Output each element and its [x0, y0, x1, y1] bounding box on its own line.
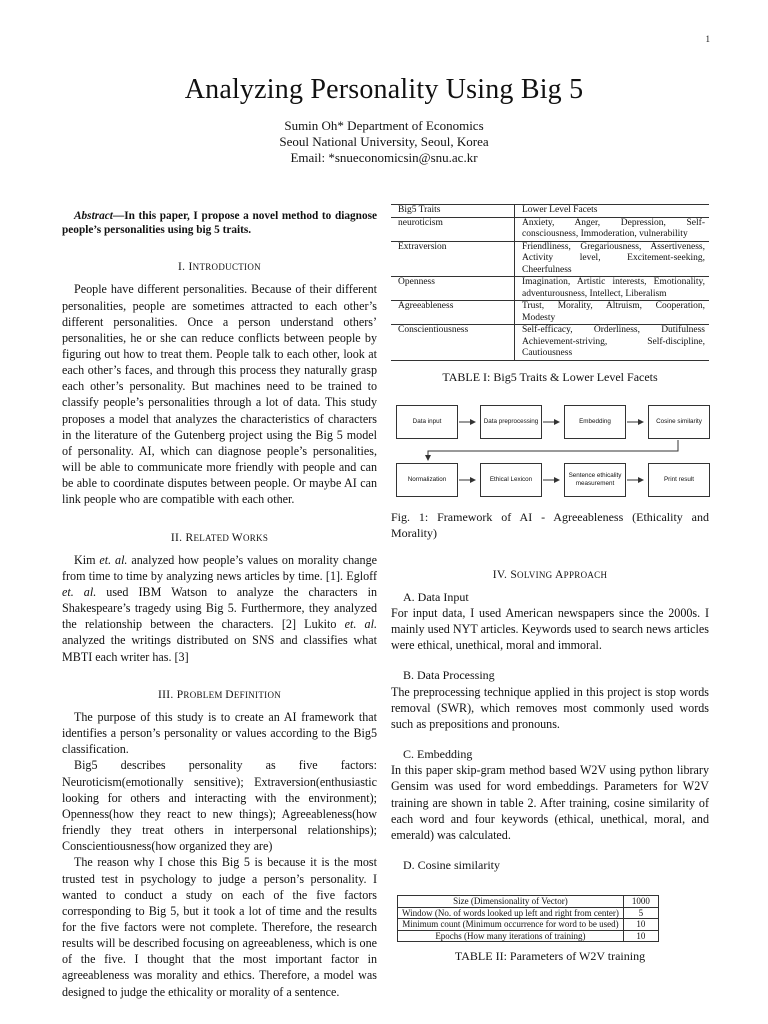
value-cell: 5 [623, 907, 658, 919]
left-column [62, 210, 377, 1000]
table-row [398, 919, 659, 931]
flow-box-sentence-ethicality: Sentence ethicality measurement [564, 463, 626, 497]
flow-box-data-input: Data input [396, 405, 458, 439]
table-row [391, 277, 709, 301]
flow-box-cosine-similarity: Cosine similarity [648, 405, 710, 439]
facets-cell: Imagination, Artistic interests, Emotionality, adventurousness, Intellect, Liberalism [515, 277, 710, 301]
data-processing-paragraph: The preprocessing technique applied in this project is stop words removal (SWR), which removes most commonly used words such as prepositions and pronouns. [391, 684, 709, 731]
trait-cell: Conscientiousness [391, 325, 515, 361]
abstract-text: —In this paper, I propose a novel method to diagnose people’s personalities using big 5 traits. [62, 210, 377, 236]
section-heading-related-works: II. RELATED WORKS [170, 531, 269, 544]
abstract [62, 210, 377, 237]
section-heading-solving-approach: IV. SOLVING APPROACH [492, 568, 608, 581]
table-row [391, 241, 709, 277]
table-header-row [391, 205, 709, 218]
flow-box-ethical-lexicon: Ethical Lexicon [480, 463, 542, 497]
param-cell: Epochs (How many iterations of training) [398, 930, 624, 942]
table-row [391, 325, 709, 361]
trait-cell: Openness [391, 277, 515, 301]
trait-cell: neuroticism [391, 217, 515, 241]
abstract-label: Abstract [74, 210, 113, 222]
param-cell: Minimum count (Minimum occurrence for word to be used) [398, 919, 624, 931]
figure1-caption: Fig. 1: Framework of AI - Agreeableness (Ethicality and Morality) [391, 509, 709, 540]
related-works-paragraph: Kim et. al. analyzed how people’s values on morality change from time to time by analyzing news articles by time. [1]. Egloff et. al. used IBM Watson to analyze the characters in Shakespeare’s tragedy using Big 5. Furthermore, they analyzed the relationship between the characters. [2] Lukito et. al. analyzed the writings distributed on SNS and classifies what MBTI each writer has. [3] [62, 552, 377, 664]
flow-box-embedding: Embedding [564, 405, 626, 439]
table2-caption: TABLE II: Parameters of W2V training [454, 949, 646, 964]
value-cell: 10 [623, 930, 658, 942]
problem-paragraph-3: The reason why I chose this Big 5 is because it is the most trusted test in psychology to judge a person’s personality. I wanted to conduct a study on each of the five factors corresponding to Big 5, but it took a lot of time and the results for the five factors were not complete. Therefore, the research results will be described focusing on agreeableness, which is one of the five. I thought that the most important factor in agreeableness was morality and ethics. Therefore, a model was designed to judge the ethicality or morality of a sentence. [62, 855, 377, 999]
facets-cell: Friendliness, Gregariousness, Assertiveness, Activity level, Excitement-seeking, Cheerfulness [515, 241, 710, 277]
problem-paragraph-1: The purpose of this study is to create an AI framework that identifies a person’s personality or values according to the Big5 classification. [62, 709, 377, 757]
flow-box-data-preprocessing: Data preprocessing [480, 405, 542, 439]
table-header-cell: Big5 Traits [391, 205, 515, 218]
facets-cell: Trust, Morality, Altruism, Cooperation, Modesty [515, 301, 710, 325]
subsection-title-data-processing: B. Data Processing [403, 668, 495, 683]
section-heading-problem-definition: III. PROBLEM DEFINITION [157, 688, 282, 701]
table-row [398, 896, 659, 908]
author-name-affiliation: Sumin Oh* Department of Economics [284, 118, 484, 133]
facets-cell: Self-efficacy, Orderliness, Dutifulness Achievement-striving, Self-discipline, Cautiousness [515, 325, 710, 361]
table-row [391, 217, 709, 241]
facets-cell: Anxiety, Anger, Depression, Self-consciousness, Immoderation, vulnerability [515, 217, 710, 241]
right-column [391, 204, 709, 964]
framework-figure [391, 403, 709, 503]
table-row [398, 930, 659, 942]
author-email: Email: *snueconomicsin@snu.ac.kr [290, 150, 478, 165]
table-header-cell: Lower Level Facets [515, 205, 710, 218]
paper-title: Analyzing Personality Using Big 5 [184, 74, 584, 105]
author-university: Seoul National University, Seoul, Korea [279, 134, 489, 149]
embedding-paragraph: In this paper skip-gram method based W2V using python library Gensim was used for word embeddings. Parameters for W2V training are shown in table 2. After training, cosine similarity of each word and four keywords (ethical, unethical, moral, and emerald) was calculated. [391, 763, 709, 842]
value-cell: 10 [623, 919, 658, 931]
param-cell: Window (No. of words looked up left and right from center) [398, 907, 624, 919]
table-row [391, 301, 709, 325]
flow-box-normalization: Normalization [396, 463, 458, 497]
author-block [0, 118, 768, 166]
w2v-parameters-table [397, 895, 659, 942]
subsection-title-embedding: C. Embedding [403, 747, 473, 762]
page-number: 1 [705, 34, 710, 44]
data-input-paragraph: For input data, I used American newspapers since the 2000s. I mainly used NYT articles. Keywords used to search news articles were ethical, unethical, moral and immoral. [391, 605, 709, 653]
table-row [398, 907, 659, 919]
trait-cell: Extraversion [391, 241, 515, 277]
section-heading-introduction: I. INTRODUCTION [178, 261, 261, 274]
trait-cell: Agreeableness [391, 301, 515, 325]
problem-paragraph-2: Big5 describes personality as five factors: Neuroticism(emotionally sensitive); Extraversion(enthusiastic looking for others and interacting with the environment); Openness(how they react to new things); Agreeableness(how friendly they treat others in interpersonal relationships); Conscientiousness(how organized they are) [62, 758, 377, 854]
intro-paragraph: People have different personalities. Because of their different personalities, people are sometimes attracted to each other’s different personalities. Once a person understand others’ personalities, he or she can reduce conflicts between people by figuring out how to treat them. People talk to each other, look at each other’s faces, and through this process they naturally grasp each other’s personality. But machines need to be trained to classify people’s personalities through a lot of data. This study proposes a model that analyzes the characteristics of characters in the literature of the Gutenberg project using the Big 5 model of personality. AI, which can diagnose people’s personalities, will be able to communicate more friendly with people and can be able to coordinate disputes between people. Or maybe AI can link people who are compatible with each other. [62, 282, 377, 507]
value-cell: 1000 [623, 896, 658, 908]
table1-caption: TABLE I: Big5 Traits & Lower Level Facets [442, 369, 658, 384]
flow-box-print-result: Print result [648, 463, 710, 497]
big5-table [391, 204, 709, 361]
subsection-title-data-input: A. Data Input [403, 589, 469, 604]
param-cell: Size (Dimensionality of Vector) [398, 896, 624, 908]
arrow [428, 440, 678, 460]
subsection-title-cosine-similarity: D. Cosine similarity [403, 858, 500, 872]
